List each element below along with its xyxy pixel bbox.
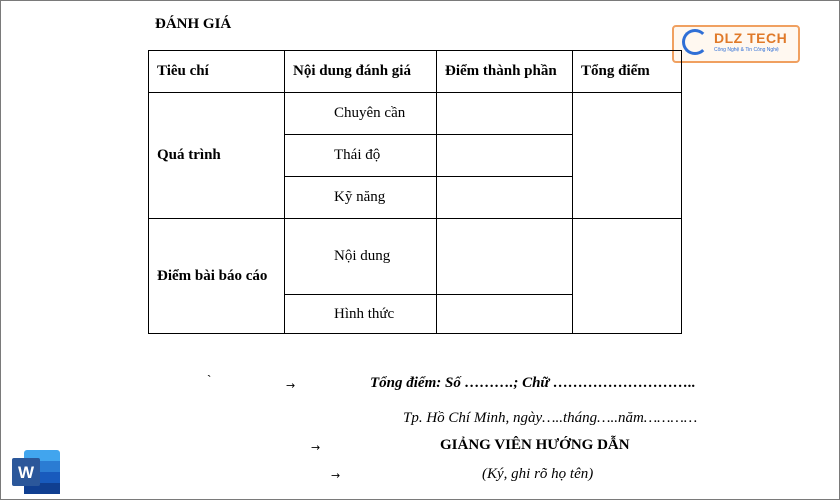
item-attendance: Chuyên cần (285, 93, 437, 135)
signature-note: (Ký, ghi rõ họ tên) (482, 466, 594, 482)
header-total-score: Tổng điểm (573, 51, 682, 93)
criterion-report: Điểm bài báo cáo (149, 219, 285, 334)
dlz-tech-logo (672, 25, 800, 63)
place-date-line: Tp. Hồ Chí Minh, ngày…..tháng…..năm………… (403, 410, 698, 426)
score-cell[interactable] (437, 135, 573, 177)
score-cell[interactable] (437, 219, 573, 295)
criterion-process: Quá trình (149, 93, 285, 219)
score-cell[interactable] (437, 93, 573, 135)
stray-backtick: ` (207, 372, 212, 387)
item-attitude: Thái độ (285, 135, 437, 177)
microsoft-word-icon (10, 448, 62, 496)
tab-arrow-icon: → (311, 441, 321, 454)
advisor-title: GIẢNG VIÊN HƯỚNG DẪN (440, 437, 630, 453)
tab-arrow-icon: → (286, 379, 296, 392)
table-row (149, 219, 682, 295)
total-cell-report[interactable] (573, 219, 682, 334)
word-icon-letter: W (17, 463, 35, 482)
total-score-line: Tổng điểm: Số ……….; Chữ ……………………….. (370, 375, 696, 391)
table-row (149, 93, 682, 135)
logo-mark-icon (682, 29, 708, 55)
item-content: Nội dung (285, 219, 437, 295)
tab-arrow-icon: → (331, 469, 341, 482)
item-skills: Kỹ năng (285, 177, 437, 219)
item-format: Hình thức (285, 295, 437, 334)
header-component-score: Điểm thành phần (437, 51, 573, 93)
logo-tagline: Công Nghệ & Tin Công Nghệ (714, 47, 779, 53)
header-content: Nội dung đánh giá (285, 51, 437, 93)
score-cell[interactable] (437, 177, 573, 219)
total-cell-process[interactable] (573, 93, 682, 219)
section-heading: ĐÁNH GIÁ (155, 16, 232, 32)
grading-table (148, 50, 682, 334)
score-cell[interactable] (437, 295, 573, 334)
header-criterion: Tiêu chí (149, 51, 285, 93)
table-header-row (149, 51, 682, 93)
logo-text: DLZ TECH (714, 30, 788, 46)
